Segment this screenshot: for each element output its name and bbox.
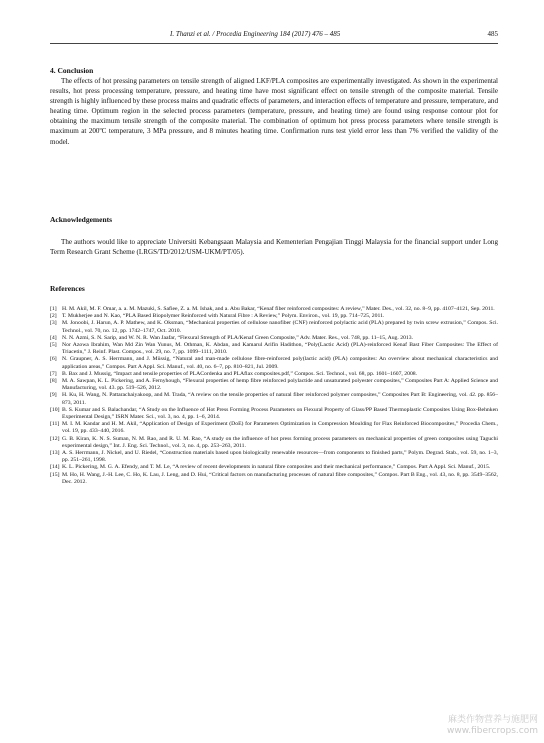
running-head: I. Thanzi et al. / Procedia Engineering 184 (2017) 476 – 485: [170, 30, 341, 38]
reference-text: T. Mukherjee and N. Kao, “PLA Based Biopolymer Reinforced with Natural Fibre : A Review,” Polym. Environ., vol. 19, pp. 714–725, 2011.: [62, 313, 385, 320]
reference-text: Nor Azowa Ibrahim, Wan Md Zin Wan Yunus, M. Othman, K. Abdan, and Kamarul Arifin Hadithon, “Poly(Lactic Acid) (PLA)-reinforced Kenaf Bast Fiber Composites: The Effect of Triacetin,” J. Reinf. Plast. Compos., vol. 29, no. 7, pp. 1099–1111, 2010.: [62, 342, 498, 356]
reference-item: [50, 464, 498, 471]
reference-text: M. Ho, H. Wang, J.-H. Lee, C. Ho, K. Lau, J. Leng, and D. Hui, “Critical factors on manufacturing processes of natural fibre composites,” Compos. Part B Eng., vol. 43, no. 8, pp. 3549–3562, Dec. 2012.: [62, 471, 498, 485]
reference-item: [50, 421, 498, 435]
reference-item: [50, 356, 498, 370]
reference-item: [50, 371, 498, 378]
reference-text: K. L. Pickering, M. G. A. Efendy, and T. M. Le, “A review of recent developments in natural fibre composites and their mechanical performance,” Compos. Part A Appl. Sci. Manuf., 2015.: [62, 464, 491, 471]
reference-number: [4]: [50, 334, 57, 341]
reference-item: [50, 342, 498, 356]
reference-item: [50, 436, 498, 450]
reference-item: [50, 378, 498, 392]
reference-number: [3]: [50, 320, 57, 327]
watermark-text-cn: 麻类作物营养与施肥网: [447, 715, 538, 725]
reference-number: [2]: [50, 313, 57, 320]
references-heading: References: [50, 284, 85, 293]
reference-number: [5]: [50, 342, 57, 349]
watermark-url: www.fibercrops.com: [447, 726, 538, 736]
reference-item: [50, 392, 498, 406]
reference-text: G. B. Kiran, K. N. S. Suman, N. M. Rao, and R. U. M. Rao, “A study on the influence of hot press forming process parameters on mechanical properties of green composites using Taguchi experimental design,” Int. J. Eng. Sci. Technol., vol. 3, no. 4, pp. 253–263, 2011.: [62, 435, 498, 449]
reference-number: [11]: [50, 421, 60, 428]
reference-list: [50, 306, 498, 486]
conclusion-paragraph: The effects of hot pressing parameters on tensile strength of aligned LKF/PLA composites are experimentally investigated. As shown in the experimental results, hot press processing temperature, pressure, and heating time have most significant effect on tensile strength of the composite material. Tensile strength is highly influenced by these process mains and quadratic effects of parameters, and interaction effects of temperature and pressure, temperature, and heating time. Optimum region in the selected process parameters (temperature, pressure, and heating time) are found using response contour plot for obtaining the maximum tensile strength of the composite material. The combination of optimum hot press process parameters where tensile strength is maximum at 200ºC temperature, 3 MPa pressure, and 8 minutes heating time. Confirmation runs test yield error less than 7% verified the validity of the model.: [50, 77, 498, 146]
running-header: [50, 30, 498, 40]
reference-text: M. I. M. Kandar and H. M. Akil, “Application of Design of Experiment (DoE) for Parameters Optimization in Compression Moulding for Flax Reinforced Biocomposites,” Procedia Chem., vol. 19, pp. 433–440, 2016.: [62, 421, 498, 435]
reference-number: [6]: [50, 356, 57, 363]
reference-number: [7]: [50, 370, 57, 377]
reference-text: B. Bax and J. Mussig, “Impact and tensile properties of PLACordenka and PLAflax composites.pdf,” Compos. Sci. Technol., vol. 68, pp. 1601–1607, 2008.: [62, 370, 418, 377]
reference-text: N. Graupner, A. S. Herrmann, and J. Müssig, “Natural and man-made cellulose fibre-reinforced poly(lactic acid) (PLA) composites: An overview about mechanical characteristics and application areas,” Compos. Part A Appl. Sci. Manuf., vol. 40, no. 6–7, pp. 810–821, Jul. 2009.: [62, 356, 498, 370]
reference-item: [50, 450, 498, 464]
reference-number: [14]: [50, 464, 60, 471]
acknowledgements-paragraph: The authors would like to appreciate Universiti Kebangsaan Malaysia and Kementerian Pengajian Tinggi Malaysia for the financial support under Long Term Research Grant Scheme (LRGS/TD/2012/USM-UKM/PT/05).: [50, 238, 498, 257]
reference-text: H. Ku, H. Wang, N. Pattarachaiyakoop, and M. Trada, “A review on the tensile properties of natural fiber reinforced polymer composites,” Composites Part B: Engineering, vol. 42. pp. 856–873, 2011.: [62, 392, 498, 406]
reference-item: [50, 320, 498, 334]
reference-number: [15]: [50, 471, 60, 478]
conclusion-heading: 4. Conclusion: [50, 66, 94, 75]
reference-number: [9]: [50, 392, 57, 399]
reference-text: M. Jonoobi, J. Harun, A. P. Mathew, and K. Oksman, “Mechanical properties of cellulose nanofiber (CNF) reinforced polylactic acid (PLA) prepared by twin screw extrusion,” Compos. Sci. Technol., vol. 70, no. 12, pp. 1742–1747, Oct. 2010.: [62, 320, 498, 334]
reference-item: [50, 335, 498, 342]
page-number: 485: [487, 30, 498, 38]
reference-text: H. M. Akil, M. F. Omar, a. a. M. Mazuki, S. Safiee, Z. a. M. Ishak, and a. Abu Bakar, “Kenaf fiber reinforced composites: A review,” Mater. Des., vol. 32, no. 8–9, pp. 4107–4121, Sep. 2011.: [62, 306, 495, 312]
reference-number: [8]: [50, 378, 57, 385]
reference-number: [1]: [50, 306, 57, 312]
reference-text: M. A. Sawpan, K. L. Pickering, and A. Fernyhough, “Flexural properties of hemp fibre reinforced polylactide and unsaturated polyester composites,” Composites Part A: Applied Science and Manufacturing, vol. 43. pp. 519–526, 2012.: [62, 378, 498, 392]
reference-item: [50, 472, 498, 486]
acknowledgements-heading: Acknowledgements: [50, 215, 113, 224]
reference-item: [50, 407, 498, 421]
reference-text: A. S. Herrmann, J. Nickel, and U. Riedel, “Construction materials based upon biologically renewable resources—from components to finished parts,” Polym. Degrad. Stab., vol. 59, no. 1–3, pp. 251–261, 1998.: [62, 450, 498, 464]
header-rule: [50, 43, 498, 44]
reference-number: [13]: [50, 450, 60, 457]
reference-text: B. S. Kumar and S. Balachandar, “A Study on the Influence of Hot Press Forming Process Parameters on Flexural Property of Glass/PP Based Thermoplastic Composites Using Box-Behnken Experimental Design,” ISRN Mater. Sci., vol. 3, no. 4, pp. 1–6, 2014.: [62, 406, 498, 421]
site-watermark: [447, 715, 538, 737]
reference-text: N. N. Azmi, S. N. Sarip, and W. N. R. Wan Jaafar, “Flexural Strength of PLA/Kenaf Green Composite,” Adv. Mater. Res., vol. 748, pp. 11–15, Aug. 2013.: [62, 334, 414, 341]
reference-number: [12]: [50, 435, 60, 442]
reference-number: [10]: [50, 406, 60, 413]
